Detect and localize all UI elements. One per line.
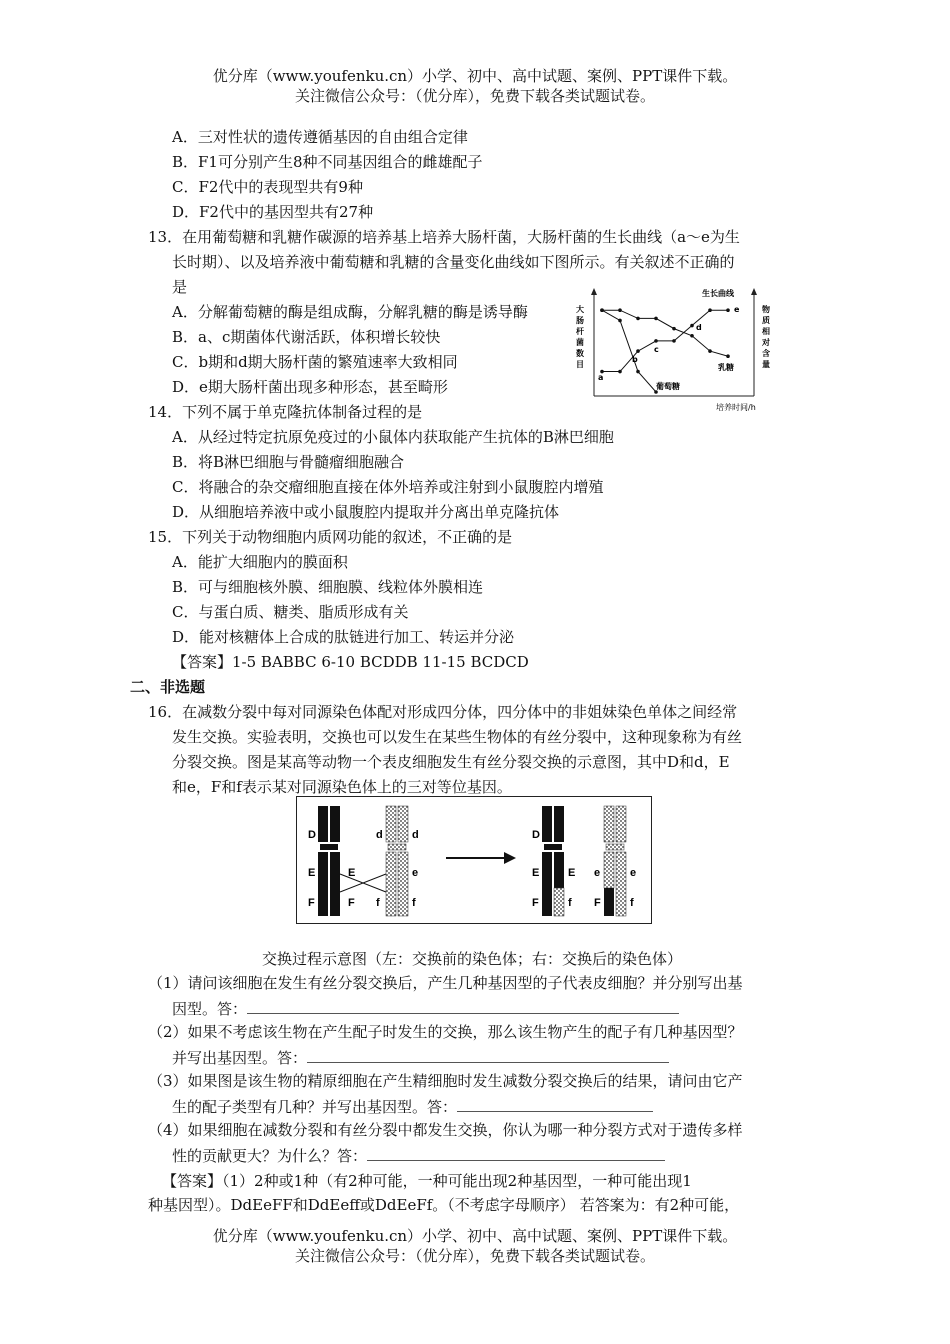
q16-stem-2: 发生交换。实验表明，交换也可以发生在某些生物体的有丝分裂中，这种现象称为有丝 <box>172 728 743 746</box>
data-point <box>708 349 712 353</box>
y-right-label-char: 量 <box>762 360 770 369</box>
label-e-right: e <box>594 867 601 879</box>
series-line-3 <box>602 310 728 356</box>
data-point <box>654 339 658 343</box>
q16-stem-3: 分裂交换。图是某高等动物一个表皮细胞发生有丝分裂交换的示意图，其中D和d，E <box>172 753 730 771</box>
data-point <box>654 317 658 321</box>
y-right-label-char: 物 <box>762 305 770 314</box>
data-point <box>708 308 712 312</box>
data-point <box>618 370 622 374</box>
q13-stem-1: 13．在用葡萄糖和乳糖作碳源的培养基上培养大肠杆菌，大肠杆菌的生长曲线（a～e为生 <box>148 228 740 246</box>
answer-blank-2[interactable] <box>307 1046 669 1063</box>
data-point <box>690 324 694 328</box>
q16-sub4-line1: （4）如果细胞在减数分裂和有丝分裂中都发生交换，你认为哪一种分裂方式对于遗传多样 <box>148 1121 743 1139</box>
label-E-right-inner: E <box>568 867 576 879</box>
q16-sub3-line1: （3）如果图是该生物的精原细胞在产生精细胞时发生减数分裂交换后的结果，请问由它产 <box>148 1072 743 1090</box>
y-left-label-char: 菌 <box>576 338 584 347</box>
answer-1-15: 【答案】1-5 BABBC 6-10 BCDDB 11-15 BCDCD <box>172 653 529 671</box>
q16-answer-line1: 【答案】（1）2种或1种（有2种可能，一种可能出现2种基因型，一种可能出现1 <box>162 1172 692 1190</box>
y-right-label-char: 对 <box>762 338 770 347</box>
q16-sub4-line2: 性的贡献更大？为什么？答： <box>172 1144 665 1167</box>
q13-option-d: D．e期大肠杆菌出现多种形态，甚至畸形 <box>172 378 448 396</box>
chromosome-left-dotted <box>386 806 408 916</box>
glucose-label: 葡萄糖 <box>656 382 680 391</box>
q14-option-c: C．将融合的杂交瘤细胞直接在体外培养或注射到小鼠腹腔内增殖 <box>172 478 604 496</box>
chromosome-right-black <box>542 806 564 916</box>
y-right-label-char: 质 <box>762 316 770 325</box>
data-point <box>600 308 604 312</box>
phase-c-label: c <box>654 345 659 354</box>
label-d-left-outer: d <box>412 829 419 841</box>
q15-option-d: D．能对核糖体上合成的肽链进行加工、转运并分泌 <box>172 628 515 646</box>
q16-stem-4: 和e，F和f表示某对同源染色体上的三对等位基因。 <box>172 778 512 796</box>
crossover-figure <box>296 796 652 924</box>
answer-blank-4[interactable] <box>367 1144 665 1161</box>
q12-option-c: C．F2代中的表现型共有9种 <box>172 178 363 196</box>
q16-stem-1: 16．在减数分裂中每对同源染色体配对形成四分体，四分体中的非姐妹染色单体之间经常 <box>148 703 738 721</box>
data-point <box>726 308 730 312</box>
label-F-right: F <box>532 897 539 909</box>
q13-option-c: C．b期和d期大肠杆菌的繁殖速率大致相同 <box>172 353 458 371</box>
label-F-left-inner: F <box>348 897 355 909</box>
label-D-left: D <box>308 829 316 841</box>
label-e-right-outer: e <box>630 867 637 879</box>
footer-line-1: 优分库（www.youfenku.cn）小学、初中、高中试题、案例、PPT课件下载。 <box>212 1227 738 1245</box>
phase-d-label: d <box>696 323 702 332</box>
lactose-label: 乳糖 <box>718 363 734 372</box>
answer-blank-1[interactable] <box>247 997 679 1014</box>
data-point <box>726 354 730 358</box>
q13-option-b: B．a、c期菌体代谢活跃，体积增长较快 <box>172 328 441 346</box>
q16-sub1-line2: 因型。答： <box>172 997 679 1020</box>
label-E-left: E <box>308 867 316 879</box>
phase-e-label: e <box>734 305 740 314</box>
y-left-label-char: 大 <box>576 305 584 314</box>
phase-b-label: b <box>632 355 638 364</box>
data-point <box>672 339 676 343</box>
q15-option-b: B．可与细胞核外膜、细胞膜、线粒体外膜相连 <box>172 578 484 596</box>
label-d-left: d <box>376 829 383 841</box>
section-2-heading: 二、非选题 <box>130 678 206 696</box>
q14-stem: 14．下列不属于单克隆抗体制备过程的是 <box>148 403 423 421</box>
q16-sub2-line1: （2）如果不考虑该生物在产生配子时发生的交换，那么该生物产生的配子有几种基因型？ <box>148 1023 743 1041</box>
growth-curve-label: 生长曲线 <box>702 289 734 298</box>
label-f-left-outer: f <box>412 897 416 909</box>
data-point <box>636 317 640 321</box>
q14-option-b: B．将B淋巴细胞与骨髓瘤细胞融合 <box>172 453 405 471</box>
data-point <box>636 370 640 374</box>
footer-line-2: 关注微信公众号：（优分库），免费下载各类试题试卷。 <box>294 1247 655 1265</box>
q16-answer-line2: 种基因型）。DdEeFF和DdEeff或DdEeFf。（不考虑字母顺序） 若答案为：有2种可能， <box>148 1196 740 1214</box>
y-left-label-char: 数 <box>576 349 584 358</box>
header-line-1: 优分库（www.youfenku.cn）小学、初中、高中试题、案例、PPT课件下载。 <box>212 67 738 85</box>
y-right-label-char: 相 <box>762 327 770 336</box>
label-f-right-outer: f <box>630 897 634 909</box>
data-point <box>618 319 622 323</box>
label-E-left-inner: E <box>348 867 356 879</box>
chromosome-right-dotted <box>604 806 626 916</box>
y-left-label-char: 肠 <box>576 316 584 325</box>
label-F-left: F <box>308 897 315 909</box>
label-e-left: e <box>412 867 419 879</box>
q12-option-a: A．三对性状的遗传遵循基因的自由组合定律 <box>172 128 468 146</box>
q15-option-a: A．能扩大细胞内的膜面积 <box>172 553 348 571</box>
label-E-right: E <box>532 867 540 879</box>
data-point <box>690 334 694 338</box>
q16-sub1-line1: （1）请问该细胞在发生有丝分裂交换后，产生几种基因型的子代表皮细胞？并分别写出基 <box>148 974 743 992</box>
data-point <box>672 327 676 331</box>
answer-blank-3[interactable] <box>457 1095 653 1112</box>
y-left-label-char: 杆 <box>576 327 584 336</box>
q16-sub2-line2: 并写出基因型。答： <box>172 1046 669 1069</box>
growth-chart <box>568 284 784 414</box>
chromosome-left-black <box>318 806 340 916</box>
label-D-right: D <box>532 829 540 841</box>
label-f-right-inner: f <box>568 897 572 909</box>
q14-option-a: A．从经过特定抗原免疫过的小鼠体内获取能产生抗体的B淋巴细胞 <box>172 428 614 446</box>
q14-option-d: D．从细胞培养液中或小鼠腹腔内提取并分离出单克隆抗体 <box>172 503 560 521</box>
y-right-label-char: 含 <box>762 349 770 358</box>
q16-sub3-line2: 生的配子类型有几种？并写出基因型。答： <box>172 1095 653 1118</box>
q13-stem-3: 是 <box>172 278 188 296</box>
q13-option-a: A．分解葡萄糖的酶是组成酶，分解乳糖的酶是诱导酶 <box>172 303 528 321</box>
phase-a-label: a <box>598 373 604 382</box>
q12-option-d: D．F2代中的基因型共有27种 <box>172 203 374 221</box>
q12-option-b: B．F1可分别产生8种不同基因组合的雌雄配子 <box>172 153 483 171</box>
header-line-2: 关注微信公众号：（优分库），免费下载各类试题试卷。 <box>294 87 655 105</box>
q13-stem-2: 长时期）、以及培养液中葡萄糖和乳糖的含量变化曲线如下图所示。有关叙述不正确的 <box>172 253 735 271</box>
figure-caption: 交换过程示意图（左：交换前的染色体；右：交换后的染色体） <box>262 950 683 968</box>
q15-stem: 15．下列关于动物细胞内质网功能的叙述，不正确的是 <box>148 528 513 546</box>
series-line-2 <box>602 310 656 392</box>
label-f-left: f <box>376 897 380 909</box>
arrow-icon <box>446 852 516 864</box>
data-point <box>636 349 640 353</box>
x-axis-label: 培养时间/h <box>716 403 756 412</box>
y-left-label-char: 目 <box>576 360 584 369</box>
label-F-right-inner: F <box>594 897 601 909</box>
q15-option-c: C．与蛋白质、糖类、脂质形成有关 <box>172 603 409 621</box>
data-point <box>618 308 622 312</box>
